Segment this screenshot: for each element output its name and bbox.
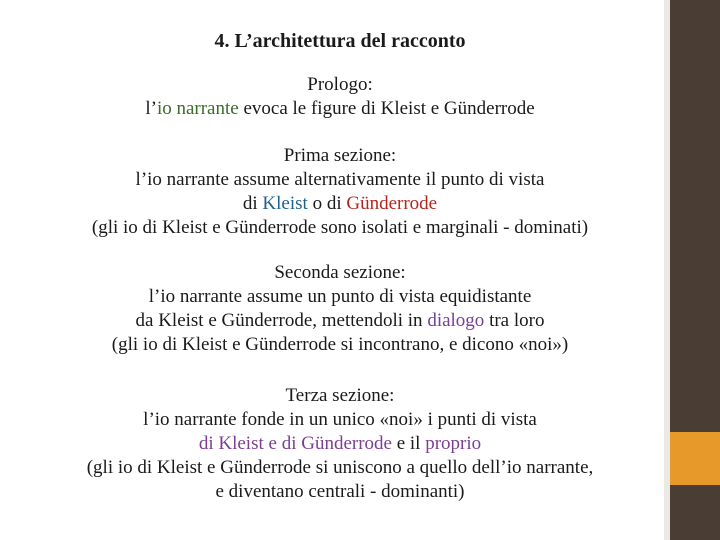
seconda-line-3: (gli io di Kleist e Günderrode si incontrano, e dicono «noi») — [111, 334, 569, 355]
section-terza — [0, 384, 680, 504]
prima-line-3: (gli io di Kleist e Günderrode sono isolati e marginali - dominati) — [91, 217, 589, 238]
prima-line-2 — [0, 192, 680, 216]
seconda-line-2-pre: da Kleist e Günderrode, mettendoli in — [135, 310, 428, 331]
terza-line-2 — [0, 432, 680, 456]
terza-heading: Terza sezione: — [285, 385, 395, 406]
section-prologo — [0, 73, 680, 121]
terza-line-1: l’io narrante fonde in un unico «noi» i punti di vista — [143, 409, 537, 430]
seconda-line-2-post: tra loro — [484, 310, 545, 331]
terza-line-2-mid: e il — [391, 433, 426, 454]
gunderrode-highlight: Günderrode — [346, 193, 438, 214]
prima-line-2-mid: o di — [307, 193, 347, 214]
prologo-line-1-post: evoca le figure di Kleist e Günderrode — [238, 98, 535, 119]
prima-heading: Prima sezione: — [283, 145, 397, 166]
terza-line-3: (gli io di Kleist e Günderrode si uniscono a quello dell’io narrante, — [86, 457, 594, 478]
seconda-line-2 — [0, 309, 680, 333]
dialogo-highlight: dialogo — [427, 310, 485, 331]
section-prima — [0, 144, 680, 240]
section-seconda — [0, 261, 680, 357]
slide-title: 4. L’architettura del racconto — [214, 30, 466, 52]
prima-line-1: l’io narrante assume alternativamente il punto di vista — [135, 169, 545, 190]
seconda-line-1: l’io narrante assume un punto di vista equidistante — [148, 286, 532, 307]
io-narrante-highlight: io narrante — [156, 98, 239, 119]
prologo-line-1 — [0, 97, 680, 121]
terza-line-4: e diventano centrali - dominanti) — [215, 481, 465, 502]
kleist-highlight: Kleist — [262, 193, 308, 214]
kleist-gunderrode-highlight: di Kleist e di Günderrode — [198, 433, 392, 454]
proprio-highlight: proprio — [425, 433, 482, 454]
prologo-heading: Prologo: — [307, 74, 373, 95]
sidebar-accent-block — [670, 432, 720, 485]
prima-line-2-pre: di — [242, 193, 263, 214]
prologo-line-1-pre: l’ — [145, 98, 157, 119]
seconda-heading: Seconda sezione: — [274, 262, 406, 283]
